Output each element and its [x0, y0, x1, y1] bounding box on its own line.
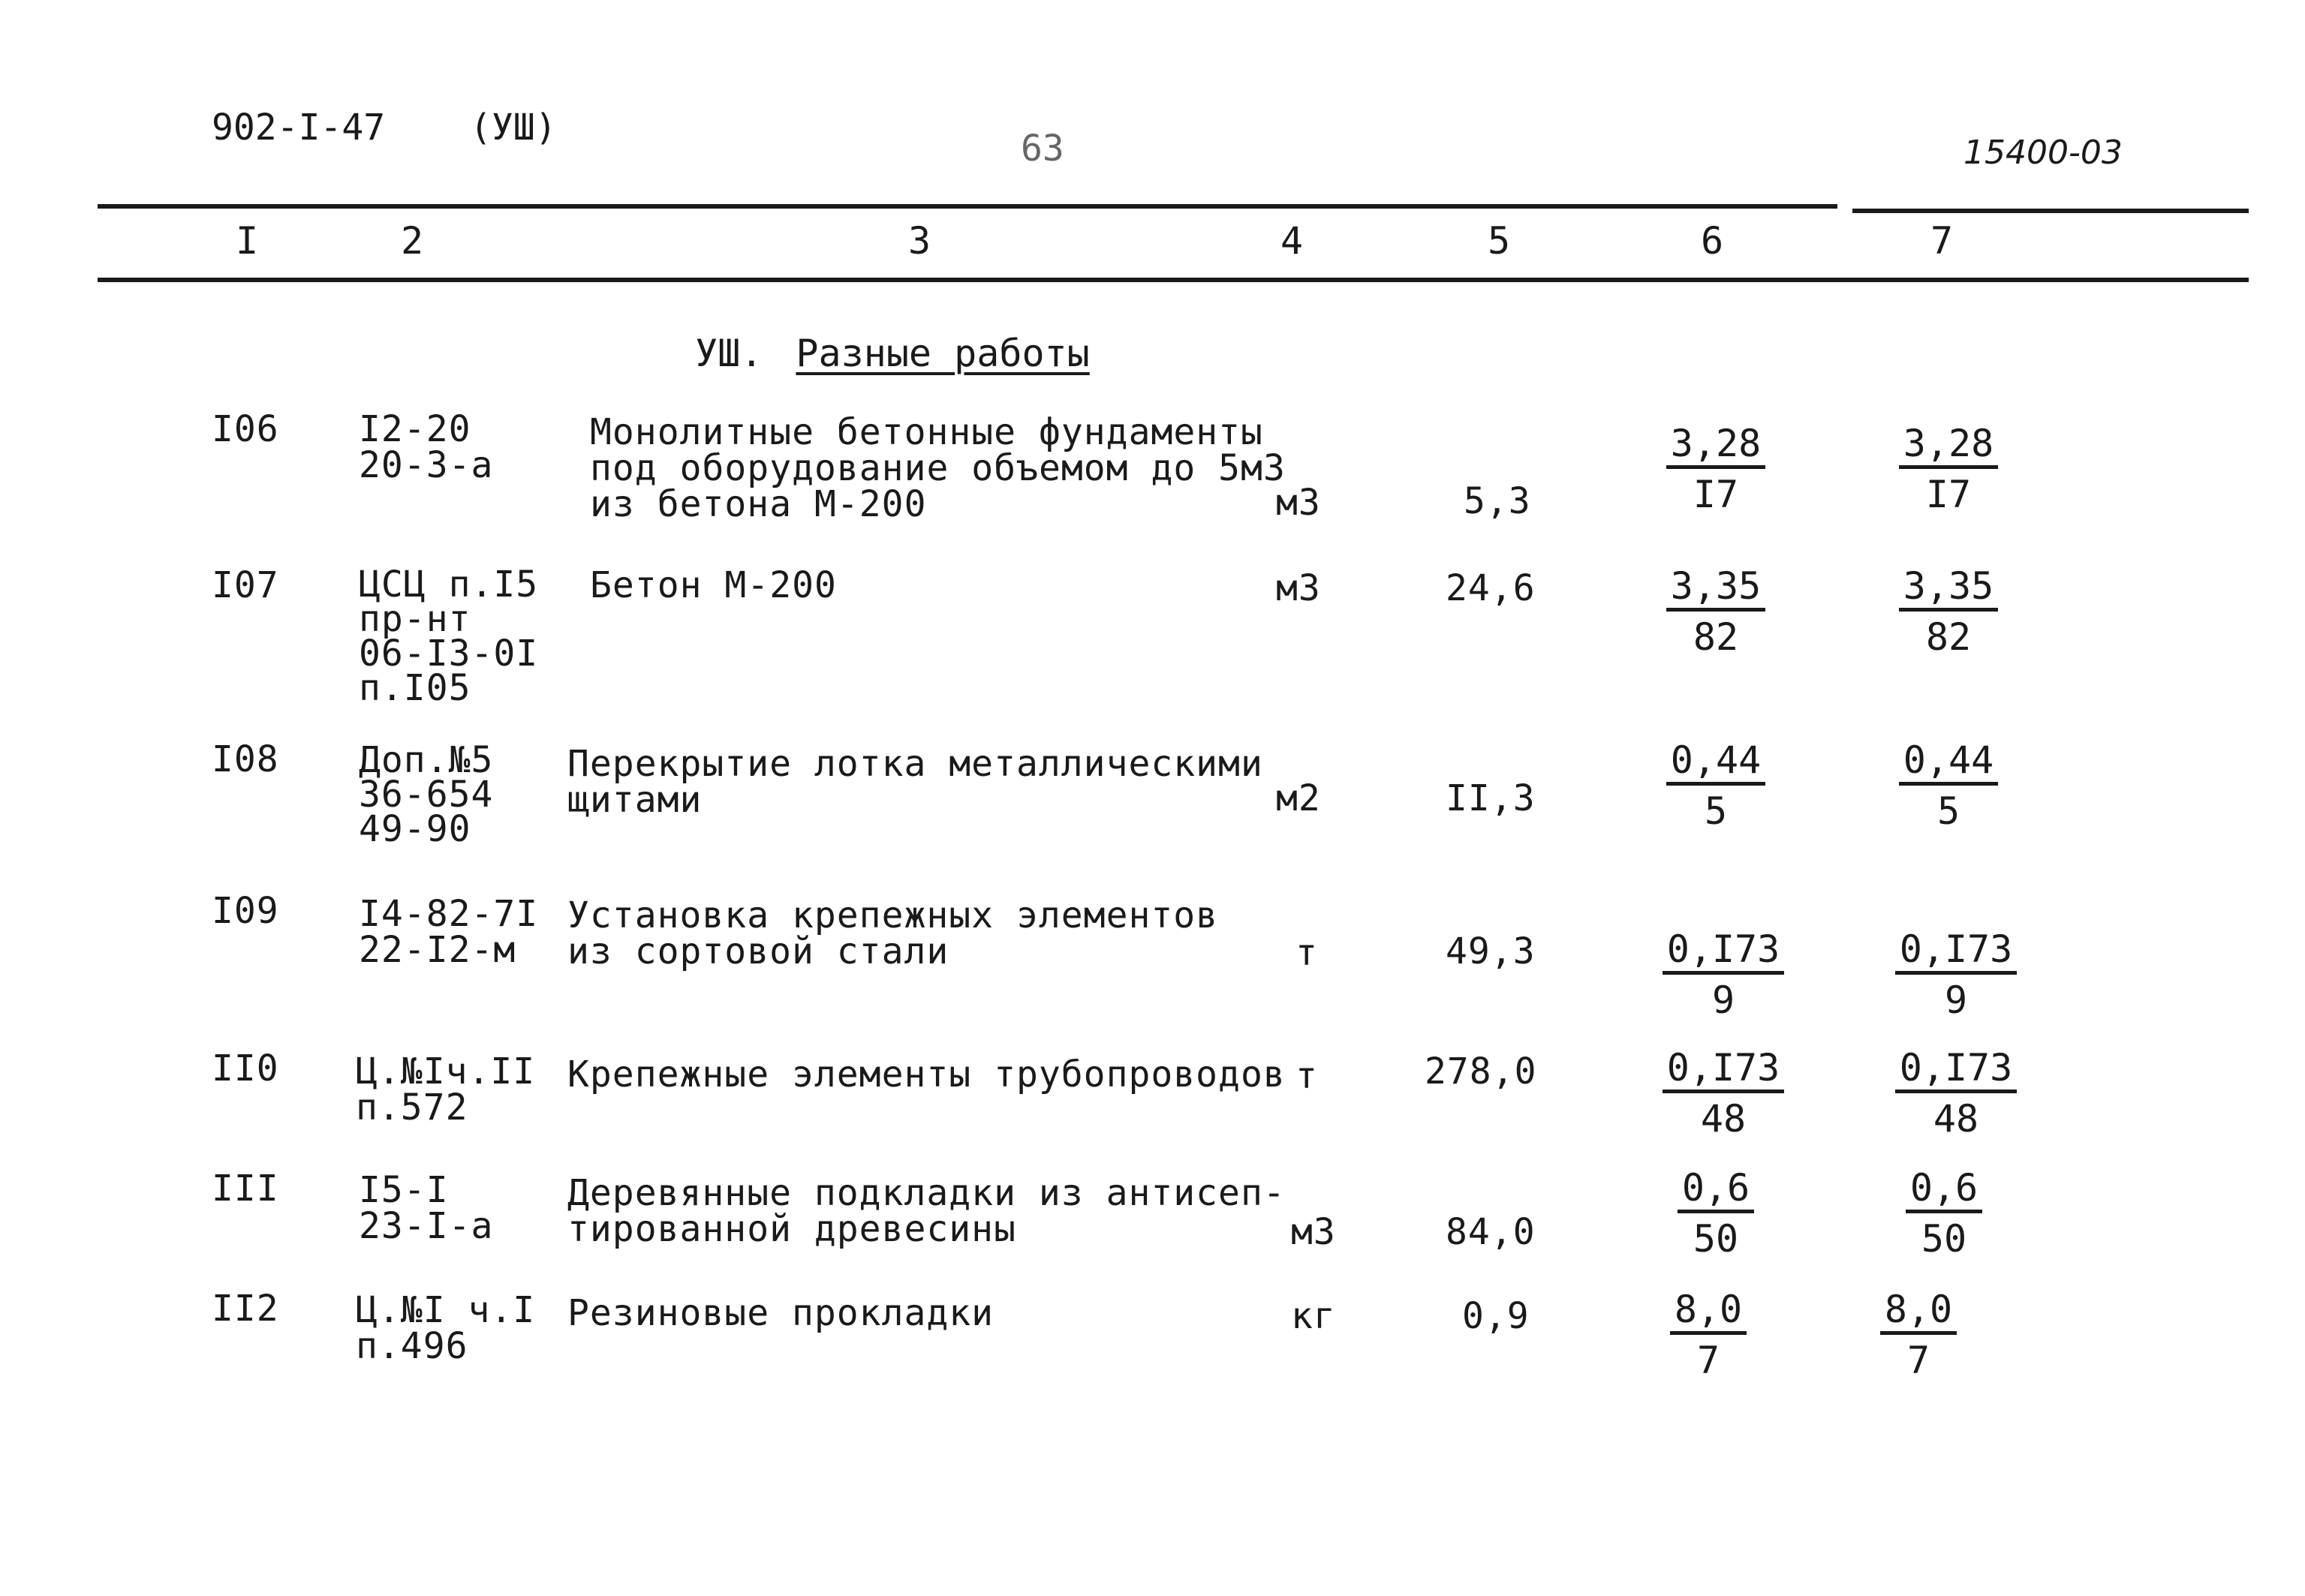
- header-top-rule-right: [1852, 209, 2249, 213]
- norm-reference: Доп.№5 36-654 49-90: [359, 739, 494, 850]
- wage-value: 50: [1693, 1217, 1739, 1261]
- norm-reference: I2-20 20-3-а: [359, 408, 494, 486]
- wage-value: 9: [1711, 978, 1735, 1022]
- work-description: Перекрытие лотка металлическими щитами: [567, 743, 1263, 821]
- quantity: 49,3: [1446, 930, 1536, 972]
- column-number-6: 6: [1701, 219, 1724, 263]
- column-number-3: 3: [908, 219, 931, 263]
- work-description: Деревянные подкладки из антисеп- тированной древесины: [567, 1172, 1286, 1250]
- row-number: II0: [212, 1047, 279, 1090]
- row-number: II2: [212, 1288, 279, 1330]
- wage-value: 50: [1921, 1217, 1967, 1261]
- total-cost-fraction: [1851, 1288, 1986, 1381]
- norm-reference: Ц.№Iч.II п.572: [356, 1050, 536, 1129]
- work-description: Резиновые прокладки: [567, 1292, 995, 1334]
- unit-cost-fraction: [1656, 1046, 1791, 1140]
- work-description: Бетон М-200: [590, 564, 837, 606]
- section-title-prefix: УШ.: [695, 332, 763, 375]
- row-number: I06: [212, 408, 279, 450]
- column-number-1: I: [236, 219, 259, 263]
- wage-value: 5: [1704, 789, 1728, 833]
- total-cost-fraction: [1881, 564, 2016, 658]
- wage-value: 48: [1933, 1097, 1979, 1141]
- work-description: Крепежные элементы трубопроводов: [567, 1053, 1286, 1096]
- section-roman-label: (УШ): [470, 107, 557, 149]
- quantity: 0,9: [1462, 1295, 1530, 1337]
- document-stamp: 15400-03: [1963, 134, 2123, 172]
- wage-value: 82: [1693, 615, 1739, 659]
- norm-reference: I5-I 23-I-а: [359, 1169, 494, 1247]
- total-cost-fraction: [1881, 422, 2016, 515]
- page-number: 63: [1021, 128, 1064, 170]
- work-description: Установка крепежных элементов из сортовой стали: [567, 894, 1219, 972]
- unit-cost-fraction: [1648, 738, 1783, 832]
- cost-value: 0,I73: [1663, 927, 1785, 975]
- wage-value: 7: [1696, 1339, 1720, 1382]
- norm-reference: Ц.№I ч.I п.496: [356, 1289, 536, 1367]
- work-description: Монолитные бетонные фундаменты под оборудование объемом до 5м3 из бетона М-200: [590, 411, 1286, 525]
- wage-value: I7: [1925, 473, 1972, 516]
- cost-value: 0,I73: [1663, 1046, 1785, 1093]
- unit-cost-fraction: [1648, 1166, 1783, 1260]
- total-cost-fraction: [1888, 927, 2024, 1021]
- unit: м3: [1291, 1211, 1336, 1253]
- wage-value: I7: [1693, 473, 1739, 516]
- cost-value: 0,6: [1678, 1166, 1754, 1213]
- cost-value: 8,0: [1670, 1288, 1747, 1335]
- unit-cost-fraction: [1648, 564, 1783, 658]
- cost-value: 0,I73: [1895, 1046, 2018, 1093]
- cost-value: 3,28: [1899, 422, 1998, 469]
- wage-value: 5: [1936, 789, 1960, 833]
- total-cost-fraction: [1888, 1046, 2024, 1140]
- header-bottom-rule: [98, 278, 2249, 282]
- wage-value: 82: [1925, 615, 1972, 659]
- row-number: I08: [212, 738, 279, 780]
- row-number: III: [212, 1168, 279, 1210]
- cost-value: 0,44: [1899, 738, 1998, 786]
- unit: м3: [1276, 567, 1321, 609]
- unit-cost-fraction: [1641, 1288, 1776, 1381]
- wage-value: 9: [1944, 978, 1968, 1022]
- wage-value: 7: [1906, 1339, 1930, 1382]
- section-title: [695, 332, 1090, 375]
- cost-value: 0,6: [1906, 1166, 1982, 1213]
- total-cost-fraction: [1876, 1166, 2012, 1260]
- row-number: I07: [212, 564, 279, 606]
- column-number-2: 2: [401, 219, 424, 263]
- column-number-5: 5: [1488, 219, 1511, 263]
- unit: м3: [1276, 482, 1321, 524]
- unit-cost-fraction: [1656, 927, 1791, 1021]
- cost-value: 3,28: [1666, 422, 1765, 469]
- header-top-rule-left: [98, 204, 1837, 209]
- unit: т: [1295, 932, 1318, 974]
- cost-value: 3,35: [1899, 564, 1998, 612]
- wage-value: 48: [1700, 1097, 1747, 1141]
- unit: т: [1295, 1055, 1318, 1097]
- norm-reference: I4-82-7I 22-I2-м: [359, 893, 539, 971]
- section-title-text: Разные работы: [796, 332, 1090, 375]
- unit: м2: [1276, 777, 1321, 819]
- quantity: 24,6: [1446, 567, 1536, 609]
- column-number-4: 4: [1280, 219, 1304, 263]
- cost-value: 0,44: [1666, 738, 1765, 786]
- quantity: 84,0: [1446, 1211, 1536, 1253]
- quantity: II,3: [1446, 777, 1536, 819]
- cost-value: 8,0: [1880, 1288, 1957, 1335]
- norm-reference: ЦСЦ п.I5 пр-нт 06-I3-0I п.I05: [359, 564, 539, 709]
- unit: кг: [1291, 1295, 1336, 1337]
- total-cost-fraction: [1881, 738, 2016, 832]
- cost-value: 0,I73: [1895, 927, 2018, 975]
- unit-cost-fraction: [1648, 422, 1783, 515]
- row-number: I09: [212, 890, 279, 932]
- document-code: 902-I-47: [212, 107, 386, 149]
- quantity: 278,0: [1425, 1050, 1537, 1093]
- cost-value: 3,35: [1666, 564, 1765, 612]
- column-number-7: 7: [1930, 219, 1954, 263]
- quantity: 5,3: [1464, 480, 1531, 522]
